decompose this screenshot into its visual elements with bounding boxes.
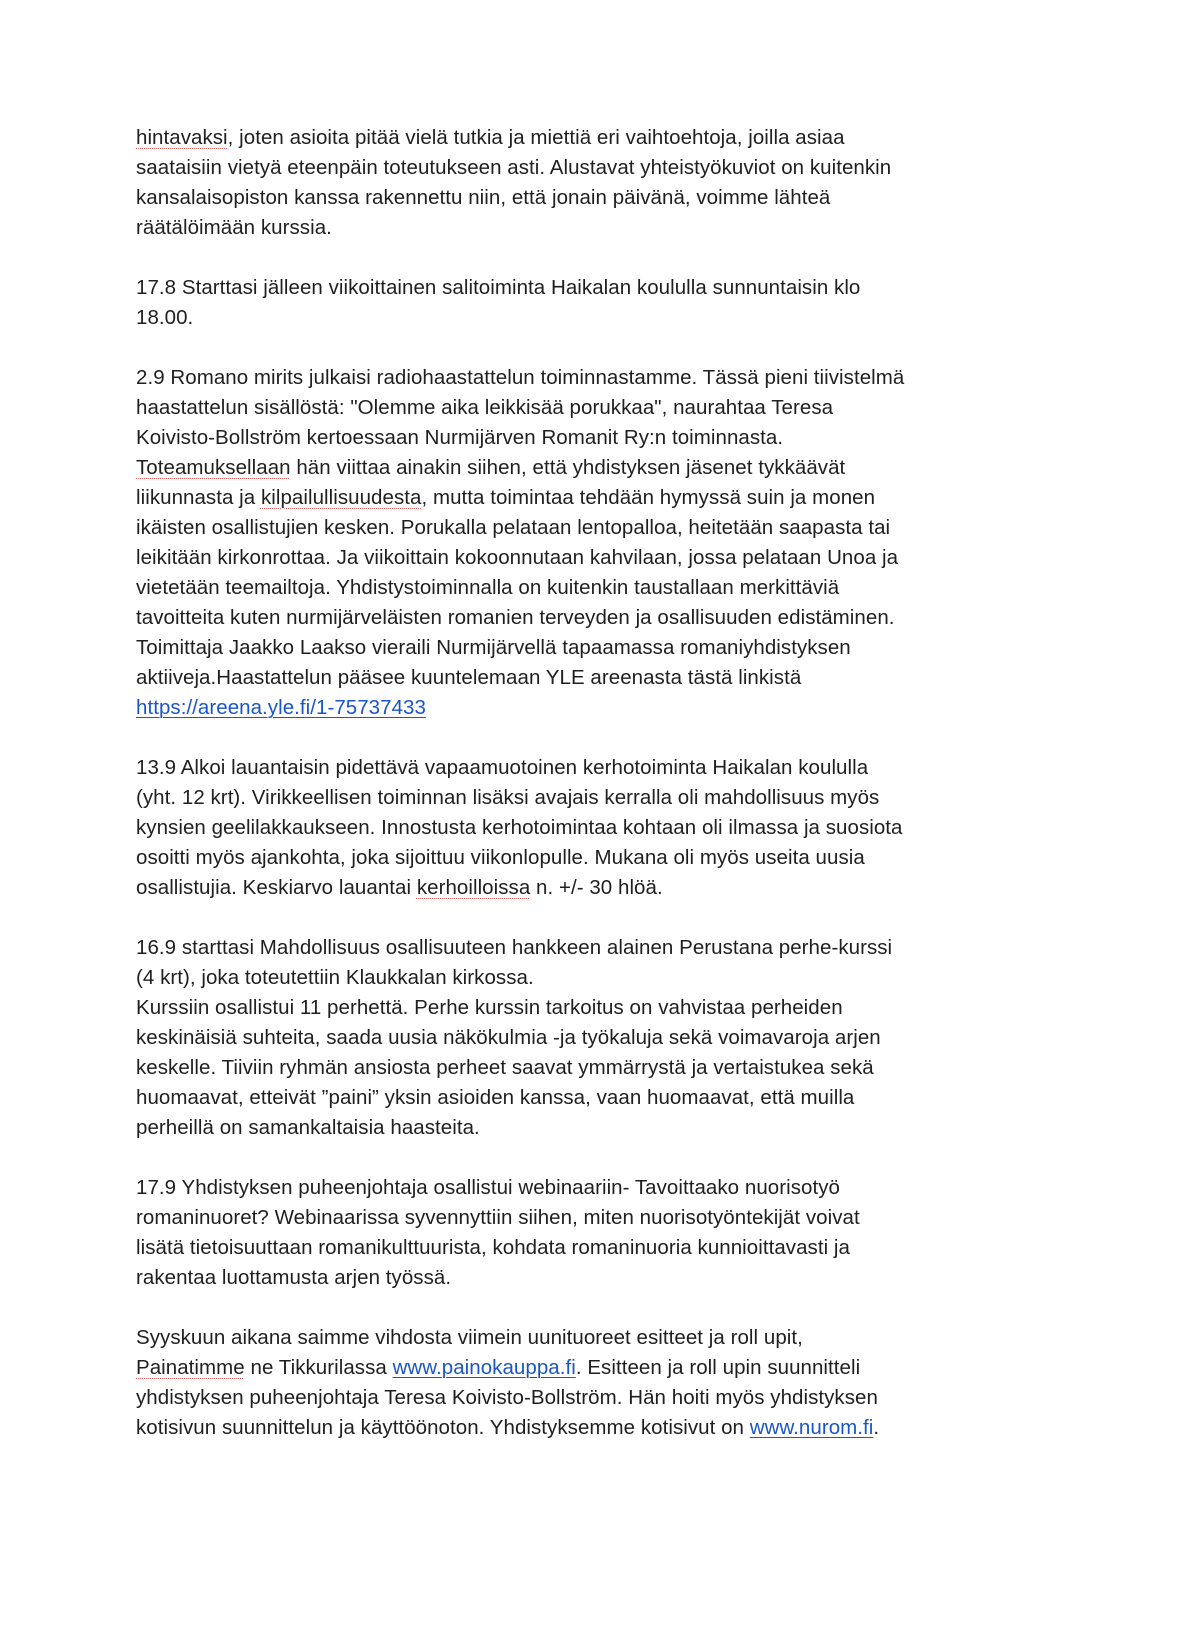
text-line [136,1233,1016,1263]
document-page [136,123,1016,1473]
text-segment: (yht. 12 krt). Virikkeellisen toiminnan lisäksi avajais kerralla oli mahdollisuus myös [136,786,880,809]
misspelled-word: kilpailullisuudesta [260,486,422,509]
text-line [136,273,1016,303]
text-segment: perheillä on samankaltaisia haasteita. [136,1116,480,1139]
text-line [136,393,1016,423]
text-segment: . [873,1416,880,1439]
text-segment: räätälöimään kurssia. [136,216,332,239]
text-line [136,663,1016,693]
text-segment: ne Tikkurilassa [244,1356,393,1379]
text-line [136,633,1016,663]
text-segment: keskinäisiä suhteita, saada uusia näkökulmia -ja työkaluja sekä voimavaroja arjen [136,1026,881,1049]
text-line [136,1173,1016,1203]
text-segment: 2.9 Romano mirits julkaisi radiohaastattelun toiminnastamme. Tässä pieni tiivistelmä [136,366,905,389]
text-segment: tavoitteita kuten nurmijärveläisten romanien terveyden ja osallisuuden edistäminen. [136,606,895,629]
paragraph-entry-17-8 [136,273,1016,333]
paragraph-entry-2-9 [136,363,1016,723]
text-line [136,1083,1016,1113]
text-line [136,213,1016,243]
text-segment: kynsien geelilakkaukseen. Innostusta kerhotoimintaa kohtaan oli ilmassa ja suosiota [136,816,903,839]
text-segment: 17.8 Starttasi jälleen viikoittainen salitoiminta Haikalan koululla sunnuntaisin klo [136,276,861,299]
text-line [136,1383,1016,1413]
text-line [136,693,1016,723]
text-line [136,783,1016,813]
text-segment: Kurssiin osallistui 11 perhettä. Perhe kurssin tarkoitus on vahvistaa perheiden [136,996,843,1019]
text-segment: Koivisto-Bollström kertoessaan Nurmijärven Romanit Ry:n toiminnasta. [136,426,784,449]
text-line [136,123,1016,153]
text-line [136,1113,1016,1143]
text-segment: lisätä tietoisuuttaan romanikulttuurista, kohdata romaninuoria kunnioittavasti ja [136,1236,850,1259]
text-segment: ikäisten osallistujien kesken. Porukalla pelataan lentopalloa, heitetään saapasta tai [136,516,891,539]
text-segment: keskelle. Tiiviin ryhmän ansiosta perheet saavat ymmärrystä ja vertaistukea sekä [136,1056,874,1079]
text-segment: 16.9 starttasi Mahdollisuus osallisuuteen hankkeen alainen Perustana perhe-kurssi [136,936,893,959]
text-line [136,183,1016,213]
text-line [136,843,1016,873]
text-segment: Toimittaja Jaakko Laakso vieraili Nurmijärvellä tapaamassa romaniyhdistyksen [136,636,851,659]
paragraph-entry-13-9 [136,753,1016,903]
text-segment: , joten asioita pitää vielä tutkia ja miettiä eri vaihtoehtoja, joilla asiaa [227,126,845,149]
misspelled-word: Painatimme [136,1356,245,1379]
text-line [136,1263,1016,1293]
paragraph-entry-17-9 [136,1173,1016,1293]
text-segment: kotisivun suunnittelun ja käyttöönoton. Yhdistyksemme kotisivut on [136,1416,750,1439]
text-segment: . Esitteen ja roll upin suunnitteli [575,1356,861,1379]
text-line [136,453,1016,483]
paragraph-entry-16-9 [136,933,1016,1143]
text-segment: (4 krt), joka toteutettiin Klaukkalan kirkossa. [136,966,534,989]
text-line [136,303,1016,333]
text-segment: aktiiveja.Haastattelun pääsee kuuntelemaan YLE areenasta tästä linkistä [136,666,802,689]
text-line [136,363,1016,393]
text-line [136,483,1016,513]
text-line [136,573,1016,603]
text-segment: saataisiin vietyä eteenpäin toteutukseen asti. Alustavat yhteistyökuviot on kuitenkin [136,156,892,179]
text-segment: 17.9 Yhdistyksen puheenjohtaja osallistui webinaariin- Tavoittaako nuorisotyö [136,1176,840,1199]
text-line [136,993,1016,1023]
text-line [136,513,1016,543]
text-segment: huomaavat, etteivät ”paini” yksin asioiden kanssa, vaan huomaavat, että muilla [136,1086,855,1109]
text-line [136,753,1016,783]
text-line [136,1353,1016,1383]
text-line [136,933,1016,963]
text-segment: 13.9 Alkoi lauantaisin pidettävä vapaamuotoinen kerhotoiminta Haikalan koululla [136,756,869,779]
paragraph-september-materials [136,1323,1016,1443]
text-segment: 18.00. [136,306,194,329]
paragraph-intro-continuation [136,123,1016,243]
text-segment: haastattelun sisällöstä: "Olemme aika leikkisää porukkaa", naurahtaa Teresa [136,396,834,419]
text-segment: romaninuoret? Webinaarissa syvennyttiin siihen, miten nuorisotyöntekijät voivat [136,1206,860,1229]
text-segment: leikitään kirkonrottaa. Ja viikoittain kokoonnutaan kahvilaan, jossa pelataan Unoa ja [136,546,899,569]
misspelled-word: hintavaksi [136,126,228,149]
text-segment: rakentaa luottamusta arjen työssä. [136,1266,452,1289]
text-segment: Syyskuun aikana saimme vihdosta viimein uunituoreet esitteet ja roll upit, [136,1326,803,1349]
misspelled-word: kerhoilloissa [416,876,531,899]
text-line [136,963,1016,993]
text-segment: osallistujia. Keskiarvo lauantai [136,876,417,899]
text-line [136,1023,1016,1053]
text-segment: n. +/- 30 hlöä. [530,876,663,899]
text-line [136,1203,1016,1233]
text-line [136,543,1016,573]
text-line [136,1323,1016,1353]
text-line [136,1413,1016,1443]
misspelled-word: Toteamuksellaan [136,456,291,479]
hyperlink[interactable]: www.painokauppa.fi [392,1356,576,1379]
text-line [136,423,1016,453]
hyperlink[interactable]: https://areena.yle.fi/1-75737433 [136,696,426,719]
hyperlink[interactable]: www.nurom.fi [749,1416,874,1439]
text-segment: hän viittaa ainakin siihen, että yhdistyksen jäsenet tykkäävät [290,456,846,479]
text-line [136,1053,1016,1083]
text-segment: kansalaisopiston kanssa rakennettu niin, että jonain päivänä, voimme lähteä [136,186,831,209]
text-segment: vietetään teemailtoja. Yhdistystoiminnalla on kuitenkin taustallaan merkittäviä [136,576,840,599]
text-segment: osoitti myös ajankohta, joka sijoittuu viikonlopulle. Mukana oli myös useita uusia [136,846,865,869]
text-line [136,603,1016,633]
text-segment: yhdistyksen puheenjohtaja Teresa Koivisto-Bollström. Hän hoiti myös yhdistyksen [136,1386,878,1409]
text-segment: , mutta toimintaa tehdään hymyssä suin ja monen [421,486,876,509]
text-line [136,873,1016,903]
text-segment: liikunnasta ja [136,486,261,509]
text-line [136,153,1016,183]
text-line [136,813,1016,843]
